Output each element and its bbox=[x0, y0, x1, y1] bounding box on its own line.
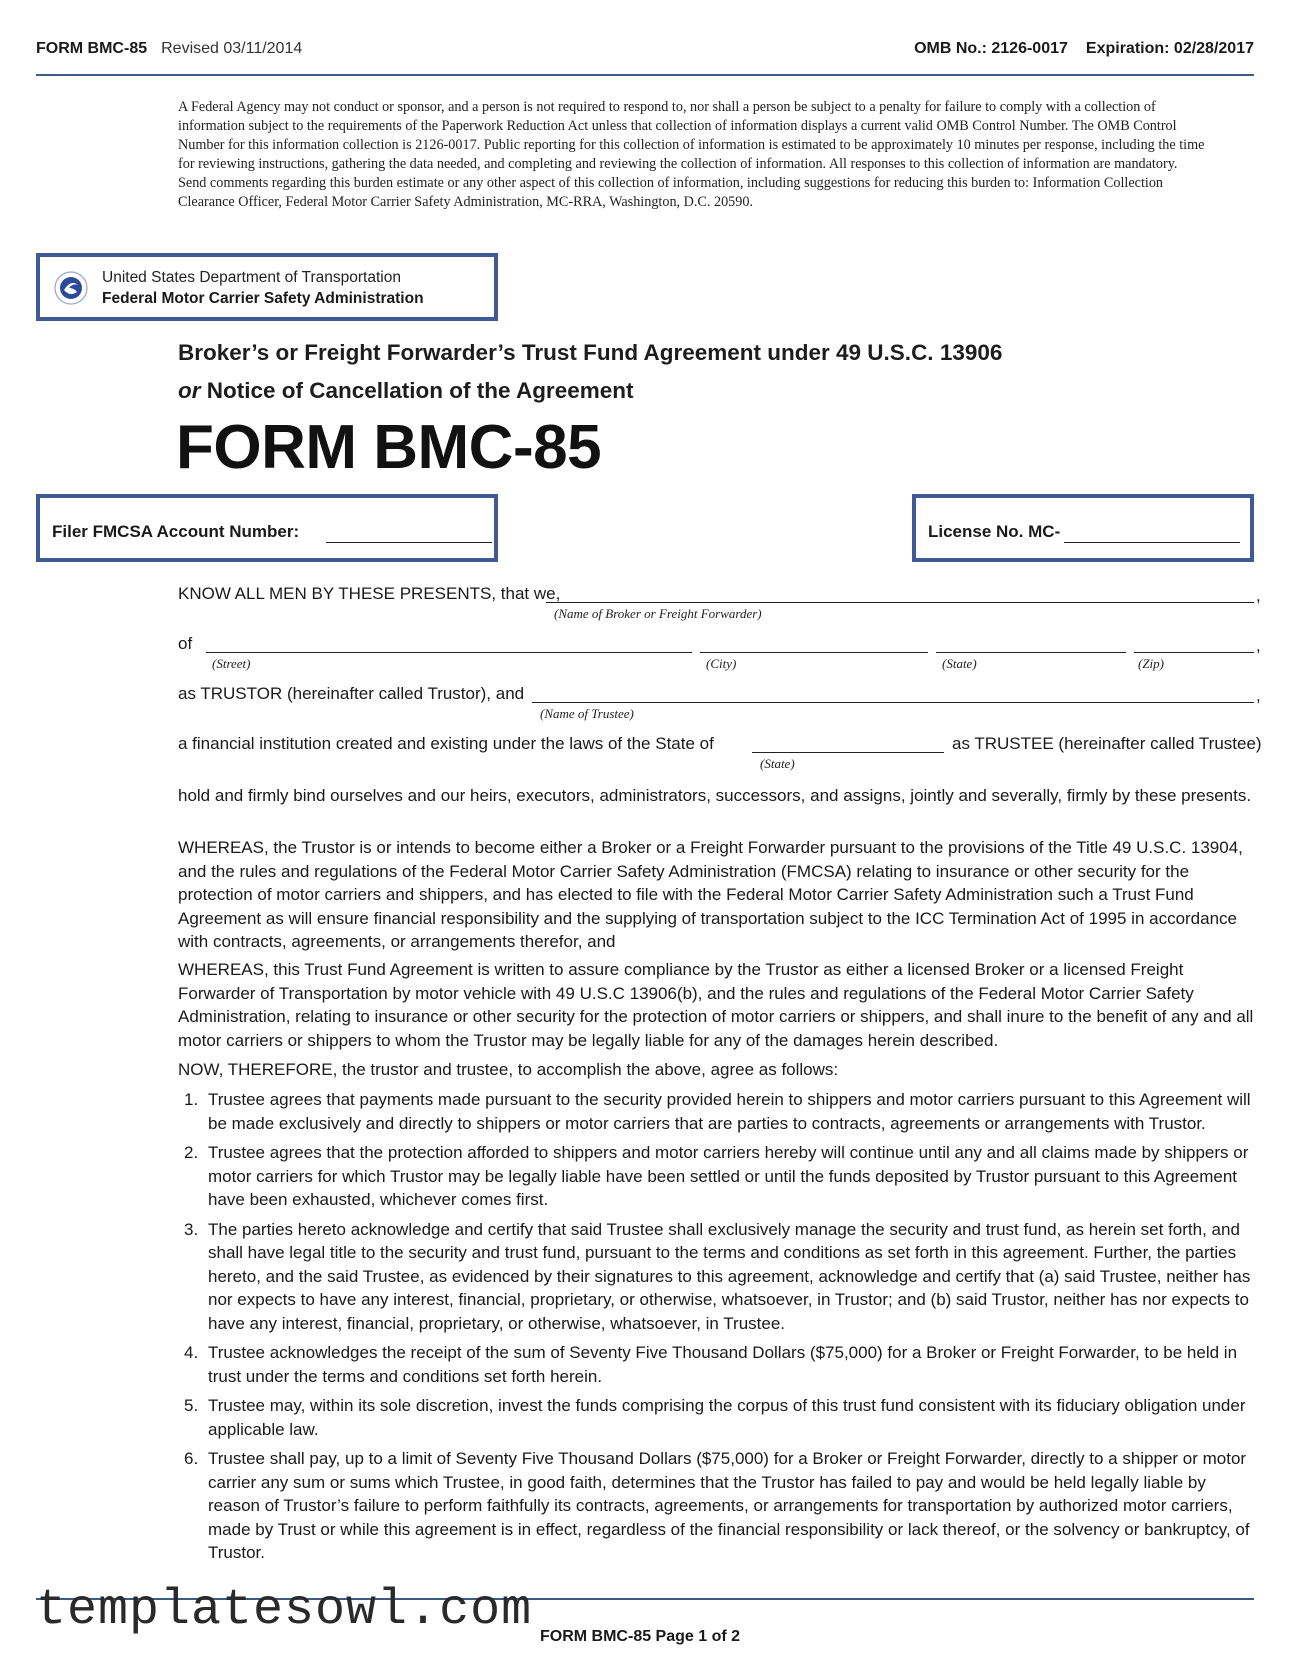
list-item-text: Trustee acknowledges the receipt of the sum of Seventy Five Thousand Dollars ($75,000) for a Broker or Freight Forwarder, to be held in trust under the terms and conditions set forth herein. bbox=[208, 1343, 1238, 1386]
know-all-text: KNOW ALL MEN BY THESE PRESENTS, that we, bbox=[178, 584, 561, 603]
page-number: FORM BMC-85 Page 1 of 2 bbox=[540, 1628, 741, 1645]
of-text: of bbox=[178, 634, 193, 653]
list-item-number: 2. bbox=[184, 1143, 199, 1162]
list-item bbox=[184, 1218, 1254, 1336]
watermark: templatesowl.com bbox=[36, 1582, 533, 1639]
account-number-label: Filer FMCSA Account Number: bbox=[52, 522, 300, 541]
form-title: Broker’s or Freight Forwarder’s Trust Fund Agreement under 49 U.S.C. 13906 bbox=[178, 340, 1003, 365]
form-subtitle bbox=[178, 378, 633, 404]
list-item bbox=[184, 1394, 1254, 1441]
list-item-number: 6. bbox=[184, 1449, 199, 1468]
license-number-label: License No. MC- bbox=[928, 522, 1061, 541]
form-id: FORM BMC-85 bbox=[36, 40, 148, 57]
list-item-number: 5. bbox=[184, 1396, 199, 1415]
agency-department: United States Department of Transportation bbox=[102, 269, 401, 286]
street-caption: (Street) bbox=[212, 656, 251, 671]
header-rule bbox=[36, 74, 1254, 76]
state-field[interactable] bbox=[936, 652, 1126, 653]
street-field[interactable] bbox=[206, 652, 692, 653]
institution-state-caption: (State) bbox=[760, 756, 795, 771]
account-number-box bbox=[36, 494, 498, 562]
city-field[interactable] bbox=[700, 652, 928, 653]
form-header-left bbox=[36, 40, 302, 58]
form-header-right bbox=[914, 40, 1254, 58]
agency-administration: Federal Motor Carrier Safety Administration bbox=[102, 290, 424, 307]
comma-mark: , bbox=[1256, 686, 1261, 705]
agency-box bbox=[36, 253, 498, 321]
list-item bbox=[184, 1447, 1254, 1565]
license-number-field[interactable] bbox=[1064, 542, 1240, 543]
broker-name-caption: (Name of Broker or Freight Forwarder) bbox=[554, 606, 762, 621]
trustee-name-field[interactable] bbox=[532, 702, 1254, 703]
trustor-text: as TRUSTOR (hereinafter called Trustor), and bbox=[178, 684, 525, 703]
list-item bbox=[184, 1088, 1254, 1135]
trustee-name-caption: (Name of Trustee) bbox=[540, 706, 634, 721]
list-item-text: Trustee shall pay, up to a limit of Seventy Five Thousand Dollars ($75,000) for a Broker or Freight Forwarder, directly to a shipper or motor carrier any sum or sums which Trustee, in good faith, determines that the Trustor has failed to pay and would be held legally liable by reason of Trustor’s failure to perform faithfully its contracts, agreements, or arrangements for transportation by authorized motor carriers, made by Trust or while this agreement is in effect, regardless of the financial responsibility or lack thereof, or the solvency or bankruptcy, of Trustor. bbox=[208, 1449, 1250, 1562]
whereas-paragraph-2: WHEREAS, this Trust Fund Agreement is written to assure compliance by the Trustor as either a licensed Broker or a licensed Freight Forwarder of Transportation by motor vehicle with 49 U.S.C 13906(b), and the rules and regulations of the Federal Motor Carrier Safety Administration, relating to insurance or other security for the protection of motor carriers or shippers, and shall inure to the benefit of any and all motor carriers or shippers to whom the Trustor may be legally liable for any of the damages herein described. bbox=[178, 960, 1254, 1050]
list-item-number: 1. bbox=[184, 1090, 199, 1109]
subtitle-or: or bbox=[178, 378, 201, 403]
expiration-date: Expiration: 02/28/2017 bbox=[1085, 40, 1254, 57]
whereas-paragraph-1: WHEREAS, the Trustor is or intends to become either a Broker or a Freight Forwarder pursuant to the provisions of the Title 49 U.S.C. 13904, and the rules and regulations of the Federal Motor Carrier Safety Administration (FMCSA) relating to insurance or other security for the protection of motor carriers and shippers, and has elected to file with the Federal Motor Carrier Safety Administration such a Trust Fund Agreement as will ensure financial responsibility and the supplying of transportation subject to the ICC Termination Act of 1995 in accordance with contracts, agreements, or arrangements therefor, and bbox=[178, 838, 1243, 951]
list-item-text: The parties hereto acknowledge and certify that said Trustee shall exclusively manage the security and trust fund, as herein set forth, and shall have legal title to the security and trust fund, pursuant to the terms and conditions as set forth in this agreement. Further, the parties hereto, and the said Trustee, as evidenced by their signatures to this agreement, acknowledge and certify that (a) said Trustee, neither has nor expects to have any interest, financial, proprietary, or otherwise, whatsoever, in Trustor; and (b) said Trustor, neither has nor expects to have any interest, financial, proprietary, or otherwise, whatsoever, in Trustee. bbox=[208, 1219, 1251, 1333]
license-number-box bbox=[912, 494, 1254, 562]
omb-number: OMB No.: 2126-0017 bbox=[914, 40, 1068, 57]
subtitle-rest: Notice of Cancellation of the Agreement bbox=[200, 378, 634, 403]
account-number-field[interactable] bbox=[326, 542, 492, 543]
comma-mark: , bbox=[1256, 586, 1261, 605]
dot-seal-icon bbox=[54, 271, 88, 305]
paperwork-notice: A Federal Agency may not conduct or sponsor, and a person is not required to respond to, nor shall a person be subject to a penalty for failure to comply with a collection of information subject to the requirements of the Paperwork Reduction Act unless that collection of information displays a current valid OMB Control Number. The OMB Control Number for this information collection is 2126-0017. Public reporting for this collection of information is estimated to be approximately 10 minutes per response, including the time for reviewing instructions, gathering the data needed, and completing and reviewing the collection of information. All responses to this collection of information are mandatory. Send comments regarding this burden estimate or any other aspect of this collection of information, including suggestions for reducing this burden to: Information Collection Clearance Officer, Federal Motor Carrier Safety Administration, MC-RRA, Washington, D.C. 20590. bbox=[178, 99, 1205, 210]
form-name: FORM BMC-85 bbox=[176, 413, 602, 482]
institution-text: a financial institution created and existing under the laws of the State of bbox=[178, 734, 714, 753]
list-item-text: Trustee agrees that payments made pursuant to the security provided herein to shippers and motor carriers pursuant to this Agreement will be made exclusively and directly to shippers or motor carriers that are parties to contracts, agreements or arrangements with Trustor. bbox=[208, 1090, 1251, 1133]
state-caption: (State) bbox=[942, 656, 977, 671]
list-item bbox=[184, 1341, 1254, 1388]
now-therefore-paragraph: NOW, THEREFORE, the trustor and trustee, to accomplish the above, agree as follows: bbox=[178, 1060, 839, 1079]
city-caption: (City) bbox=[706, 656, 737, 671]
revised-date: Revised 03/11/2014 bbox=[161, 40, 303, 57]
zip-field[interactable] bbox=[1134, 652, 1254, 653]
bind-paragraph: hold and firmly bind ourselves and our heirs, executors, administrators, successors, and assigns, jointly and severally, firmly by these presents. bbox=[178, 786, 1252, 805]
list-item bbox=[184, 1141, 1254, 1212]
trustee-designation-text: as TRUSTEE (hereinafter called Trustee) bbox=[952, 734, 1262, 753]
list-item-number: 3. bbox=[184, 1219, 199, 1239]
agreement-terms-list bbox=[184, 1088, 1254, 1571]
institution-state-field[interactable] bbox=[752, 752, 944, 753]
list-item-text: Trustee may, within its sole discretion, invest the funds comprising the corpus of this trust fund consistent with its fiduciary obligation under applicable law. bbox=[208, 1396, 1246, 1439]
comma-mark: , bbox=[1256, 636, 1261, 655]
broker-name-field[interactable] bbox=[546, 602, 1254, 603]
zip-caption: (Zip) bbox=[1138, 656, 1164, 671]
list-item-number: 4. bbox=[184, 1343, 199, 1362]
list-item-text: Trustee agrees that the protection afforded to shippers and motor carriers hereby will continue until any and all claims made by shippers or motor carriers for which Trustor may be legally liable have been settled or until the funds deposited by Trustor pursuant to this Agreement have been exhausted, whichever comes first. bbox=[208, 1143, 1249, 1209]
